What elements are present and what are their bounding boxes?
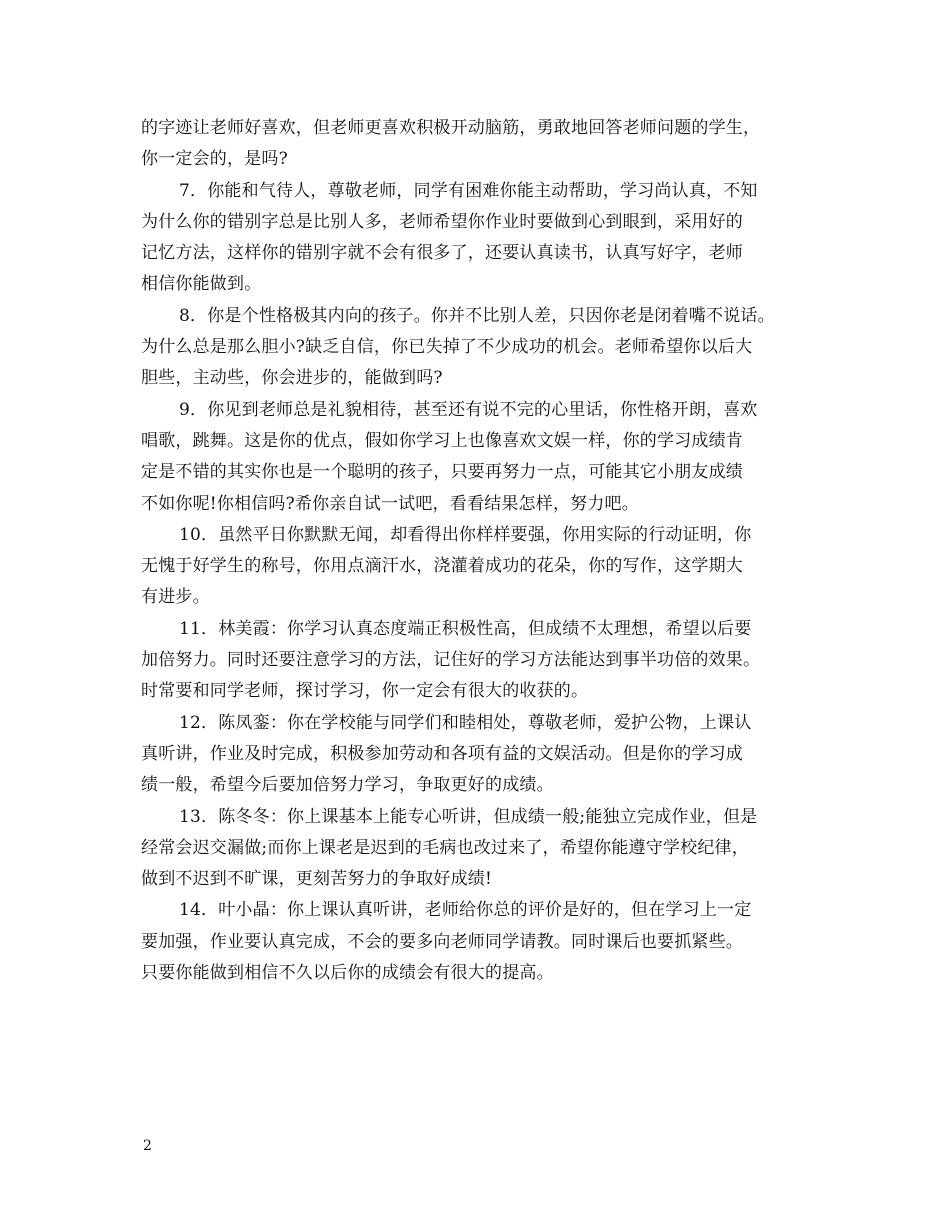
paragraph-continuation bbox=[141, 113, 821, 176]
text-line: 无愧于好学生的称号，你用点滴汗水，浇灌着成功的花朵，你的写作，这学期大 bbox=[141, 556, 743, 577]
text-line: 的字迹让老师好喜欢，但老师更喜欢积极开动脑筋，勇敢地回答老师问题的学生， bbox=[141, 118, 761, 138]
text-line: 做到不迟到不旷课，更刻苦努力的争取好成绩! bbox=[141, 869, 493, 890]
text-line: 胆些，主动些，你会进步的，能做到吗? bbox=[141, 368, 443, 389]
text-line: 7．你能和气待人，尊敬老师，同学有困难你能主动帮助，学习尚认真，不知 bbox=[179, 180, 758, 201]
text-line: 12．陈凤銮：你在学校能与同学们和睦相处，尊敬老师，爱护公物，上课认 bbox=[179, 712, 752, 733]
text-line: 13．陈冬冬：你上课基本上能专心听讲，但成绩一般;能独立完成作业，但是 bbox=[179, 806, 758, 827]
text-line: 8．你是个性格极其内向的孩子。你并不比别人差，只因你老是闭着嘴不说话。 bbox=[179, 305, 775, 326]
text-line: 不如你呢!你相信吗?希你亲自试一试吧，看看结果怎样，努力吧。 bbox=[141, 493, 639, 514]
text-line: 为什么总是那么胆小?缺乏自信，你已失掉了不少成功的机会。老师希望你以后大 bbox=[141, 337, 753, 358]
text-line: 11．林美霞：你学习认真态度端正积极性高，但成绩不太理想，希望以后要 bbox=[179, 618, 752, 639]
text-line: 要加强，作业要认真完成，不会的要多向老师同学请教。同时课后也要抓紧些。 bbox=[141, 931, 743, 952]
text-line: 有进步。 bbox=[141, 587, 210, 608]
paragraph-item-12 bbox=[141, 708, 821, 802]
paragraph-item-10 bbox=[141, 520, 821, 614]
paragraph-item-14 bbox=[141, 895, 821, 989]
text-line: 9．你见到老师总是礼貌相待，甚至还有说不完的心里话，你性格开朗，喜欢 bbox=[179, 399, 758, 420]
text-line: 为什么你的错别字总是比别人多，老师希望你作业时要做到心到眼到，采用好的 bbox=[141, 211, 743, 232]
text-line: 唱歌，跳舞。这是你的优点，假如你学习上也像喜欢文娱一样，你的学习成绩肯 bbox=[141, 430, 743, 451]
text-line: 记忆方法，这样你的错别字就不会有很多了，还要认真读书，认真写好字，老师 bbox=[141, 243, 743, 264]
text-line: 14．叶小晶：你上课认真听讲，老师给你总的评价是好的，但在学习上一定 bbox=[179, 900, 752, 921]
paragraph-item-13 bbox=[141, 802, 821, 896]
document-body bbox=[141, 113, 821, 989]
text-line: 绩一般，希望今后要加倍努力学习，争取更好的成绩。 bbox=[141, 775, 554, 796]
text-line: 经常会迟交漏做;而你上课老是迟到的毛病也改过来了，希望你能遵守学校纪律， bbox=[141, 837, 749, 858]
paragraph-item-9 bbox=[141, 395, 821, 520]
paragraph-item-8 bbox=[141, 301, 821, 395]
text-line: 定是不错的其实你也是一个聪明的孩子，只要再努力一点，可能其它小朋友成绩 bbox=[141, 462, 743, 483]
text-line: 你一定会的，是吗? bbox=[141, 149, 288, 170]
text-line: 加倍努力。同时还要注意学习的方法，记住好的学习方法能达到事半功倍的效果。 bbox=[141, 650, 761, 671]
text-line: 真听讲，作业及时完成，积极参加劳动和各项有益的文娱活动。但是你的学习成 bbox=[141, 743, 743, 764]
text-line: 相信你能做到。 bbox=[141, 274, 262, 295]
text-line: 只要你能做到相信不久以后你的成绩会有很大的提高。 bbox=[141, 963, 554, 984]
text-line: 10．虽然平日你默默无闻，却看得出你样样要强，你用实际的行动证明，你 bbox=[179, 524, 752, 545]
paragraph-item-11 bbox=[141, 614, 821, 708]
paragraph-item-7 bbox=[141, 176, 821, 301]
page-number: 2 bbox=[143, 1138, 152, 1154]
text-line: 时常要和同学老师，探讨学习，你一定会有很大的收获的。 bbox=[141, 681, 589, 702]
